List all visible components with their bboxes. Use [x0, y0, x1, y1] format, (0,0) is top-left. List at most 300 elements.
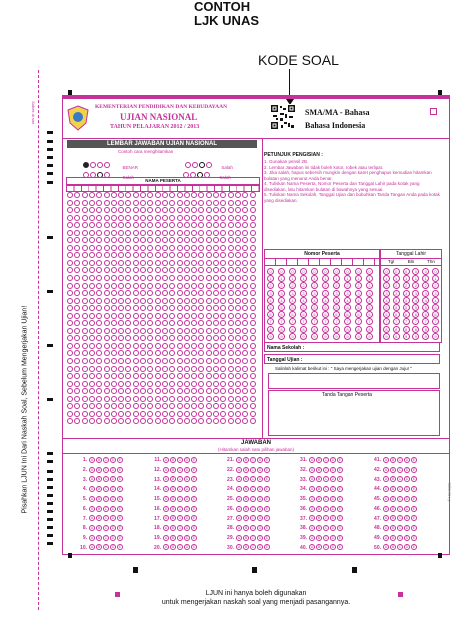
answer-option-bubble[interactable]: E: [192, 487, 196, 492]
name-bubble[interactable]: [213, 328, 219, 334]
name-bubble[interactable]: [162, 320, 168, 326]
name-bubble[interactable]: [235, 222, 241, 228]
name-bubble[interactable]: [250, 207, 256, 213]
name-bubble-column[interactable]: [89, 192, 95, 426]
digit-bubble[interactable]: 9: [366, 333, 373, 340]
answer-option-bubble[interactable]: E: [265, 496, 269, 501]
answer-option-bubble[interactable]: B: [317, 496, 321, 501]
name-bubble[interactable]: [155, 388, 161, 394]
name-bubble[interactable]: [235, 245, 241, 251]
name-bubble[interactable]: [89, 215, 95, 221]
answer-option-bubble[interactable]: C: [398, 525, 402, 530]
name-bubble[interactable]: [220, 298, 226, 304]
answer-option-bubble[interactable]: D: [258, 496, 262, 501]
name-bubble[interactable]: [191, 192, 197, 198]
name-bubble[interactable]: [147, 411, 153, 417]
answer-option-bubble[interactable]: E: [338, 506, 342, 511]
name-bubble[interactable]: [169, 298, 175, 304]
name-bubble[interactable]: [169, 373, 175, 379]
name-bubble[interactable]: [67, 320, 73, 326]
name-bubble[interactable]: [184, 275, 190, 281]
name-bubble[interactable]: [162, 358, 168, 364]
name-bubble-column[interactable]: [111, 192, 117, 426]
name-bubble[interactable]: [177, 290, 183, 296]
digit-bubble[interactable]: 2: [311, 282, 318, 289]
name-bubble[interactable]: [191, 207, 197, 213]
name-bubble[interactable]: [184, 215, 190, 221]
answer-option-bubble[interactable]: E: [265, 487, 269, 492]
name-bubble[interactable]: [235, 237, 241, 243]
name-bubble[interactable]: [250, 350, 256, 356]
name-bubble[interactable]: [220, 403, 226, 409]
name-bubble[interactable]: [147, 230, 153, 236]
name-bubble[interactable]: [111, 200, 117, 206]
name-bubble[interactable]: [220, 358, 226, 364]
answer-option-bubble[interactable]: C: [398, 506, 402, 511]
name-bubble[interactable]: [74, 215, 80, 221]
name-bubble[interactable]: [177, 381, 183, 387]
digit-bubble[interactable]: 0: [422, 268, 429, 275]
digit-bubble[interactable]: 9: [333, 333, 340, 340]
name-bubble[interactable]: [184, 396, 190, 402]
name-bubble[interactable]: [104, 192, 110, 198]
name-bubble[interactable]: [147, 237, 153, 243]
answer-option-bubble[interactable]: D: [111, 525, 115, 530]
name-bubble[interactable]: [140, 207, 146, 213]
name-bubble[interactable]: [155, 275, 161, 281]
name-bubble[interactable]: [162, 298, 168, 304]
name-bubble[interactable]: [118, 237, 124, 243]
digit-bubble[interactable]: 3: [422, 290, 429, 297]
digit-bubble[interactable]: 4: [412, 297, 419, 304]
name-bubble[interactable]: [147, 373, 153, 379]
name-bubble[interactable]: [206, 313, 212, 319]
digit-bubble[interactable]: 7: [333, 318, 340, 325]
name-bubble[interactable]: [118, 350, 124, 356]
digit-bubble[interactable]: 3: [366, 290, 373, 297]
digit-bubble[interactable]: 4: [344, 297, 351, 304]
name-bubble[interactable]: [74, 260, 80, 266]
digit-bubble[interactable]: 6: [393, 311, 400, 318]
digit-bubble[interactable]: 2: [333, 282, 340, 289]
name-bubble[interactable]: [67, 350, 73, 356]
name-bubble[interactable]: [198, 200, 204, 206]
name-bubble[interactable]: [162, 192, 168, 198]
digit-bubble[interactable]: 7: [267, 318, 274, 325]
name-bubble[interactable]: [125, 305, 131, 311]
name-bubble-column[interactable]: [74, 192, 80, 426]
name-bubble[interactable]: [82, 290, 88, 296]
name-bubble[interactable]: [235, 283, 241, 289]
name-bubble[interactable]: [118, 230, 124, 236]
digit-bubble[interactable]: 5: [422, 304, 429, 311]
name-bubble[interactable]: [118, 275, 124, 281]
answer-option-bubble[interactable]: B: [171, 535, 175, 540]
answer-option-bubble[interactable]: D: [405, 477, 409, 482]
answer-option-bubble[interactable]: A: [164, 506, 168, 511]
name-bubble[interactable]: [177, 215, 183, 221]
name-bubble[interactable]: [242, 388, 248, 394]
answer-option-bubble[interactable]: D: [185, 516, 189, 521]
digit-column[interactable]: [355, 268, 362, 340]
name-bubble[interactable]: [235, 215, 241, 221]
name-bubble[interactable]: [96, 358, 102, 364]
answer-option-bubble[interactable]: D: [185, 545, 189, 550]
name-bubble[interactable]: [104, 222, 110, 228]
name-bubble[interactable]: [82, 335, 88, 341]
digit-bubble[interactable]: 9: [289, 333, 296, 340]
answer-option-bubble[interactable]: B: [97, 487, 101, 492]
name-bubble[interactable]: [118, 335, 124, 341]
name-bubble[interactable]: [96, 298, 102, 304]
name-bubble[interactable]: [74, 230, 80, 236]
name-bubble[interactable]: [242, 245, 248, 251]
name-bubble[interactable]: [250, 328, 256, 334]
digit-bubble[interactable]: 6: [333, 311, 340, 318]
name-bubble-column[interactable]: [169, 192, 175, 426]
answer-option-bubble[interactable]: D: [111, 535, 115, 540]
name-bubble[interactable]: [169, 275, 175, 281]
name-bubble-column[interactable]: [67, 192, 73, 426]
name-bubble[interactable]: [74, 222, 80, 228]
name-bubble[interactable]: [140, 298, 146, 304]
digit-bubble[interactable]: 5: [278, 304, 285, 311]
name-bubble[interactable]: [155, 343, 161, 349]
name-bubble[interactable]: [96, 366, 102, 372]
name-bubble[interactable]: [104, 403, 110, 409]
name-bubble[interactable]: [111, 215, 117, 221]
answer-option-bubble[interactable]: E: [265, 458, 269, 462]
name-bubble[interactable]: [111, 290, 117, 296]
digit-bubble[interactable]: 4: [432, 297, 439, 304]
answer-option-bubble[interactable]: D: [331, 535, 335, 540]
name-bubble[interactable]: [242, 358, 248, 364]
name-bubble[interactable]: [242, 320, 248, 326]
name-bubble[interactable]: [118, 381, 124, 387]
name-bubble[interactable]: [96, 418, 102, 424]
digit-bubble[interactable]: 5: [393, 304, 400, 311]
name-bubble-column[interactable]: [250, 192, 256, 426]
name-bubble[interactable]: [250, 275, 256, 281]
digit-bubble[interactable]: 5: [403, 304, 410, 311]
digit-bubble[interactable]: 6: [267, 311, 274, 318]
name-bubble[interactable]: [125, 320, 131, 326]
name-bubble[interactable]: [184, 320, 190, 326]
name-bubble[interactable]: [74, 373, 80, 379]
answer-option-bubble[interactable]: A: [164, 496, 168, 501]
name-bubble[interactable]: [74, 252, 80, 258]
digit-bubble[interactable]: 3: [333, 290, 340, 297]
name-bubble[interactable]: [213, 335, 219, 341]
name-bubble[interactable]: [177, 396, 183, 402]
name-bubble[interactable]: [67, 267, 73, 273]
name-bubble[interactable]: [206, 207, 212, 213]
name-bubble[interactable]: [147, 260, 153, 266]
answer-option-bubble[interactable]: B: [244, 467, 248, 472]
name-bubble[interactable]: [74, 237, 80, 243]
name-bubble[interactable]: [96, 192, 102, 198]
answer-option-bubble[interactable]: D: [331, 467, 335, 472]
name-bubble[interactable]: [184, 305, 190, 311]
answer-option-bubble[interactable]: C: [104, 525, 108, 530]
name-bubble[interactable]: [220, 343, 226, 349]
name-bubble[interactable]: [228, 373, 234, 379]
answer-option-bubble[interactable]: C: [251, 496, 255, 501]
name-bubble[interactable]: [118, 207, 124, 213]
name-bubble[interactable]: [184, 222, 190, 228]
digit-bubble[interactable]: 0: [344, 268, 351, 275]
name-bubble[interactable]: [104, 388, 110, 394]
answer-option-bubble[interactable]: C: [178, 535, 182, 540]
answer-option-bubble[interactable]: D: [111, 467, 115, 472]
name-bubble-column[interactable]: [242, 192, 248, 426]
name-bubble[interactable]: [111, 343, 117, 349]
name-bubble[interactable]: [89, 373, 95, 379]
digit-bubble[interactable]: 1: [432, 275, 439, 282]
name-bubble[interactable]: [228, 252, 234, 258]
name-bubble[interactable]: [67, 335, 73, 341]
digit-bubble[interactable]: 0: [333, 268, 340, 275]
answer-option-bubble[interactable]: A: [237, 496, 241, 501]
name-bubble[interactable]: [147, 388, 153, 394]
name-bubble[interactable]: [96, 222, 102, 228]
name-bubble[interactable]: [140, 215, 146, 221]
name-bubble[interactable]: [242, 230, 248, 236]
answer-option-bubble[interactable]: C: [324, 545, 328, 550]
name-bubble[interactable]: [206, 267, 212, 273]
name-bubble[interactable]: [191, 283, 197, 289]
name-bubble[interactable]: [104, 418, 110, 424]
name-bubble[interactable]: [147, 313, 153, 319]
name-bubble[interactable]: [133, 245, 139, 251]
name-bubble[interactable]: [133, 411, 139, 417]
name-bubble[interactable]: [133, 313, 139, 319]
name-bubble[interactable]: [140, 237, 146, 243]
answer-option-bubble[interactable]: C: [104, 487, 108, 492]
answer-option-bubble[interactable]: E: [412, 516, 416, 521]
name-bubble[interactable]: [184, 335, 190, 341]
name-bubble[interactable]: [177, 313, 183, 319]
name-bubble[interactable]: [162, 245, 168, 251]
name-bubble-column[interactable]: [198, 192, 204, 426]
name-bubble[interactable]: [125, 215, 131, 221]
digit-bubble[interactable]: 4: [289, 297, 296, 304]
name-bubble[interactable]: [228, 411, 234, 417]
digit-bubble[interactable]: 2: [422, 282, 429, 289]
name-bubble[interactable]: [89, 305, 95, 311]
name-bubble[interactable]: [162, 350, 168, 356]
name-bubble[interactable]: [118, 283, 124, 289]
digit-bubble[interactable]: 2: [278, 282, 285, 289]
kalimat-box[interactable]: [268, 373, 440, 389]
name-bubble[interactable]: [177, 411, 183, 417]
name-bubble[interactable]: [206, 237, 212, 243]
name-bubble[interactable]: [133, 298, 139, 304]
answer-option-bubble[interactable]: B: [391, 506, 395, 511]
name-bubble[interactable]: [213, 275, 219, 281]
name-bubble[interactable]: [118, 305, 124, 311]
digit-bubble[interactable]: 2: [366, 282, 373, 289]
name-bubble[interactable]: [104, 252, 110, 258]
answer-option-bubble[interactable]: C: [324, 458, 328, 462]
answer-option-bubble[interactable]: E: [412, 477, 416, 482]
name-bubble[interactable]: [169, 381, 175, 387]
name-bubble[interactable]: [228, 192, 234, 198]
name-bubble[interactable]: [213, 230, 219, 236]
name-bubble[interactable]: [198, 411, 204, 417]
name-bubble[interactable]: [191, 411, 197, 417]
answer-option-bubble[interactable]: B: [97, 516, 101, 521]
name-bubble[interactable]: [82, 200, 88, 206]
name-bubble[interactable]: [89, 343, 95, 349]
name-bubble[interactable]: [155, 396, 161, 402]
digit-column[interactable]: [289, 268, 296, 340]
name-bubble[interactable]: [235, 373, 241, 379]
name-bubble[interactable]: [206, 335, 212, 341]
name-bubble[interactable]: [125, 298, 131, 304]
answer-option-bubble[interactable]: D: [405, 458, 409, 462]
name-bubble[interactable]: [96, 403, 102, 409]
name-bubble[interactable]: [206, 252, 212, 258]
name-bubble[interactable]: [111, 237, 117, 243]
name-bubble[interactable]: [242, 343, 248, 349]
name-bubble[interactable]: [155, 418, 161, 424]
name-bubble[interactable]: [250, 200, 256, 206]
name-bubble[interactable]: [220, 222, 226, 228]
answer-option-bubble[interactable]: A: [237, 516, 241, 521]
name-bubble[interactable]: [104, 215, 110, 221]
answer-option-bubble[interactable]: A: [310, 496, 314, 501]
digit-bubble[interactable]: 8: [311, 326, 318, 333]
answer-option-bubble[interactable]: D: [331, 516, 335, 521]
name-bubble[interactable]: [206, 305, 212, 311]
name-bubble[interactable]: [220, 388, 226, 394]
name-bubble[interactable]: [169, 335, 175, 341]
name-bubble[interactable]: [206, 373, 212, 379]
name-bubble[interactable]: [184, 260, 190, 266]
name-bubble[interactable]: [206, 343, 212, 349]
name-bubble[interactable]: [125, 252, 131, 258]
answer-option-bubble[interactable]: B: [391, 477, 395, 482]
name-bubble[interactable]: [191, 313, 197, 319]
answer-option-bubble[interactable]: C: [104, 506, 108, 511]
name-bubble[interactable]: [191, 381, 197, 387]
name-bubble[interactable]: [67, 305, 73, 311]
name-bubble[interactable]: [250, 373, 256, 379]
answer-option-bubble[interactable]: A: [310, 535, 314, 540]
answer-option-bubble[interactable]: E: [265, 506, 269, 511]
name-bubble[interactable]: [125, 313, 131, 319]
name-bubble[interactable]: [184, 373, 190, 379]
digit-bubble[interactable]: 9: [278, 333, 285, 340]
name-bubble[interactable]: [198, 358, 204, 364]
name-bubble[interactable]: [111, 358, 117, 364]
name-bubble[interactable]: [125, 230, 131, 236]
digit-bubble[interactable]: 0: [289, 268, 296, 275]
name-bubble[interactable]: [191, 200, 197, 206]
name-bubble[interactable]: [198, 305, 204, 311]
answer-option-bubble[interactable]: B: [244, 516, 248, 521]
name-bubble[interactable]: [191, 230, 197, 236]
digit-bubble[interactable]: 1: [333, 275, 340, 282]
name-bubble[interactable]: [111, 381, 117, 387]
answer-option-bubble[interactable]: D: [111, 506, 115, 511]
digit-bubble[interactable]: 8: [412, 326, 419, 333]
digit-bubble[interactable]: 8: [403, 326, 410, 333]
name-bubble[interactable]: [213, 260, 219, 266]
answer-option-bubble[interactable]: B: [317, 487, 321, 492]
name-bubble[interactable]: [118, 260, 124, 266]
name-bubble[interactable]: [169, 260, 175, 266]
name-bubble[interactable]: [206, 328, 212, 334]
name-bubble[interactable]: [155, 215, 161, 221]
name-bubble[interactable]: [250, 245, 256, 251]
name-bubble-column[interactable]: [140, 192, 146, 426]
name-bubble[interactable]: [250, 192, 256, 198]
name-bubble[interactable]: [111, 313, 117, 319]
name-bubble[interactable]: [162, 260, 168, 266]
answer-option-bubble[interactable]: A: [164, 545, 168, 550]
name-bubble-column[interactable]: [191, 192, 197, 426]
name-bubble[interactable]: [104, 237, 110, 243]
name-bubble[interactable]: [104, 343, 110, 349]
answer-option-bubble[interactable]: C: [251, 458, 255, 462]
name-bubble[interactable]: [82, 267, 88, 273]
digit-column[interactable]: [311, 268, 318, 340]
name-bubble[interactable]: [74, 350, 80, 356]
digit-bubble[interactable]: 9: [311, 333, 318, 340]
name-bubble[interactable]: [74, 335, 80, 341]
digit-column[interactable]: [322, 268, 329, 340]
answer-option-bubble[interactable]: D: [331, 496, 335, 501]
name-bubble[interactable]: [104, 260, 110, 266]
name-bubble[interactable]: [155, 373, 161, 379]
name-bubble[interactable]: [191, 335, 197, 341]
answer-option-bubble[interactable]: E: [118, 516, 122, 521]
name-bubble[interactable]: [191, 320, 197, 326]
name-bubble[interactable]: [169, 328, 175, 334]
name-bubble[interactable]: [177, 267, 183, 273]
name-bubble[interactable]: [198, 388, 204, 394]
name-bubble[interactable]: [162, 418, 168, 424]
name-bubble[interactable]: [140, 192, 146, 198]
name-bubble[interactable]: [155, 290, 161, 296]
name-bubble[interactable]: [242, 260, 248, 266]
name-bubble-column[interactable]: [220, 192, 226, 426]
digit-bubble[interactable]: 8: [432, 326, 439, 333]
name-bubble[interactable]: [242, 298, 248, 304]
answer-option-bubble[interactable]: A: [310, 487, 314, 492]
name-bubble[interactable]: [191, 245, 197, 251]
name-bubble[interactable]: [140, 305, 146, 311]
name-bubble[interactable]: [184, 290, 190, 296]
name-bubble[interactable]: [125, 418, 131, 424]
name-bubble[interactable]: [162, 343, 168, 349]
digit-column[interactable]: [366, 268, 373, 340]
name-bubble[interactable]: [191, 305, 197, 311]
name-bubble[interactable]: [213, 366, 219, 372]
name-bubble[interactable]: [82, 237, 88, 243]
name-bubble[interactable]: [74, 305, 80, 311]
name-bubble[interactable]: [220, 230, 226, 236]
name-bubble-column[interactable]: [82, 192, 88, 426]
name-bubble[interactable]: [162, 373, 168, 379]
name-bubble[interactable]: [140, 418, 146, 424]
name-bubble[interactable]: [133, 373, 139, 379]
name-bubble[interactable]: [89, 252, 95, 258]
name-bubble[interactable]: [162, 283, 168, 289]
name-bubble[interactable]: [162, 313, 168, 319]
